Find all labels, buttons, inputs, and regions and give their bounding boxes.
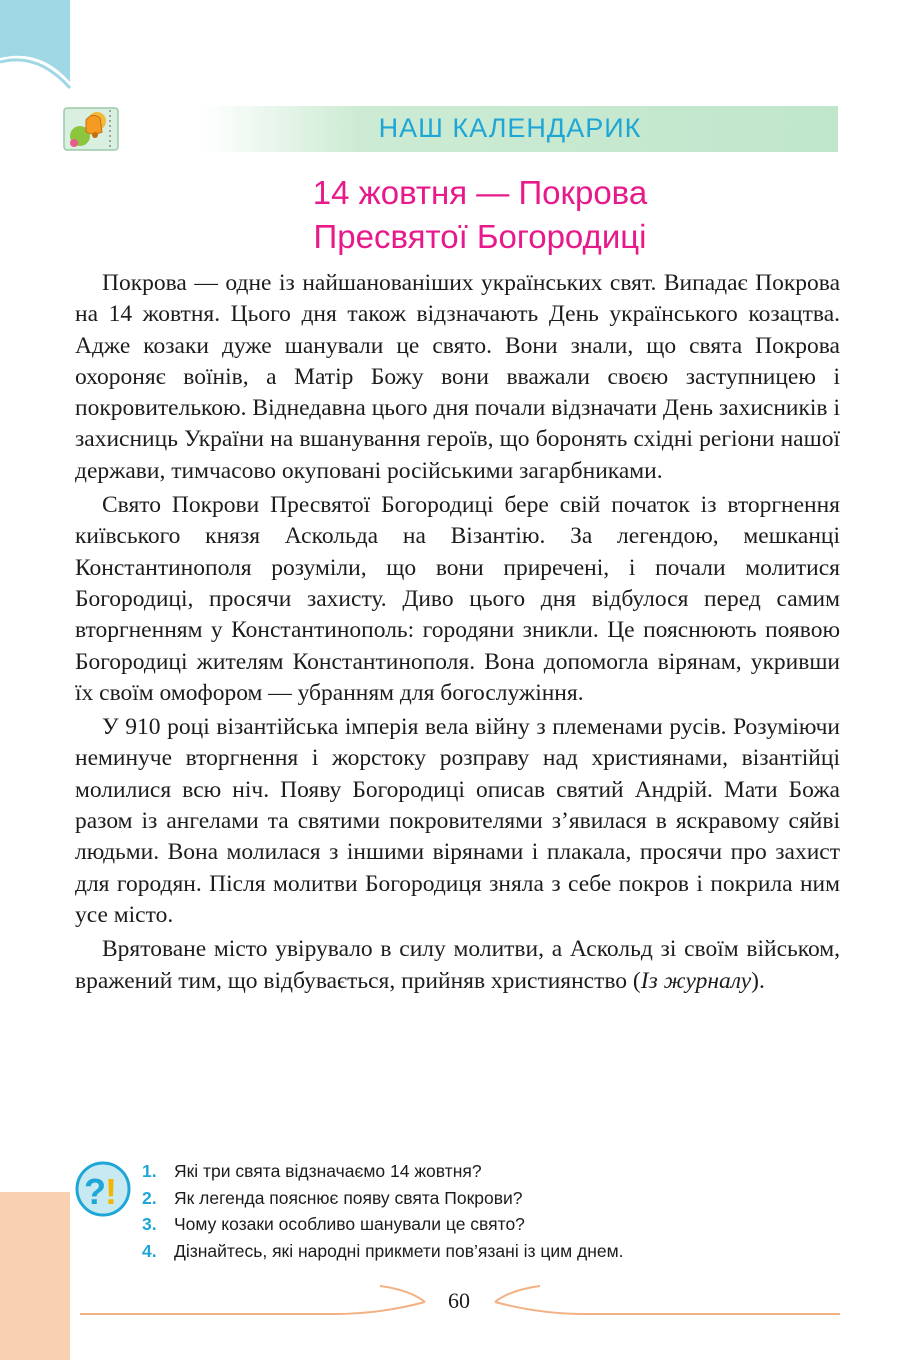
paragraph-1: Покрова — одне із найшанованіших українських свят. Випадає Покрова на 14 жовтня. Цього дня також відзначають День українського козацтва. Адже козаки дуже шанували це свято. Вони знали, що свята Покрова охороняє воїнів, а Матір Божу вони вважали своєю заступницею і покровителькою. Віднедавна цього дня почали відзначати День захисників і захисниць України на вшанування героїв, що боронять східні регіони нашої держави, тимчасово окуповані російськими загарбниками. [75,270,840,484]
paragraph-4-end: ). [751,967,765,994]
question-item [142,1211,624,1238]
paragraph-2: Свято Покрови Пресвятої Богородиці бере свій початок із вторгнення київського князя Аскольда на Візантію. За легендою, мешканці Константинополя розуміли, що вони приречені, і почали молитися Богородиці, просячи захисту. Диво цього дня відбулося перед самим вторгненням у Константинополь: городяни зникли. Це пояснюють появою Богородиці жителям Константинополя. Вона допомогла вірянам, укривши їх своїм омофором — убранням для богослужіння. [75,492,840,706]
question-number: 2. [142,1187,157,1208]
source-citation: Із журналу [640,967,752,994]
svg-text:?: ? [84,1171,106,1212]
question-exclamation-icon [74,1160,132,1218]
question-item [142,1158,624,1185]
paragraph-4 [75,934,840,997]
page-number: 60 [448,1288,470,1313]
section-title: НАШ КАЛЕНДАРИК [378,113,642,143]
question-number: 4. [142,1240,157,1261]
question-number: 1. [142,1161,157,1181]
corner-decoration [0,0,75,105]
questions-list [142,1158,624,1264]
question-text: Чому козаки особливо шанували це свято? [174,1214,525,1234]
section-banner [62,106,838,152]
corner-decoration-bottom [0,1192,70,1360]
question-item [142,1185,624,1212]
article-title-line2: Пресвятої Богородиці [313,218,647,255]
question-number: 3. [142,1214,157,1234]
paragraph-4-text: Врятоване місто увірувало в силу молитви, а Аскольд зі своїм військом, вражений тим, що відбувається, прийняв християнство ( [75,936,840,994]
paragraph-3: У 910 році візантійська імперія вела війну з племенами русів. Розуміючи неминуче вторгнення і жорстоку розправу над християнами, візантійці молилися всю ніч. Появу Богородиці описав святий Андрій. Мати Божа разом із ангелами та святими покровителями з’явилася в яскравому сяйві людьми. Вона молилася з іншими вірянами і плакала, просячи про захист для городян. Після молитви Богородиця зняла з себе покров і покрила ним усе місто. [75,714,840,928]
question-text: Як легенда пояснює появу свята Покрови? [174,1187,523,1208]
article-body [75,268,840,997]
article-title-line1: 14 жовтня — Покрова [312,174,648,211]
svg-text:!: ! [105,1171,117,1212]
question-item [142,1238,624,1265]
question-text: Дізнайтесь, які народні прикмети пов’язані із цим днем. [174,1240,624,1261]
question-text: Які три свята відзначаємо 14 жовтня? [174,1161,482,1181]
